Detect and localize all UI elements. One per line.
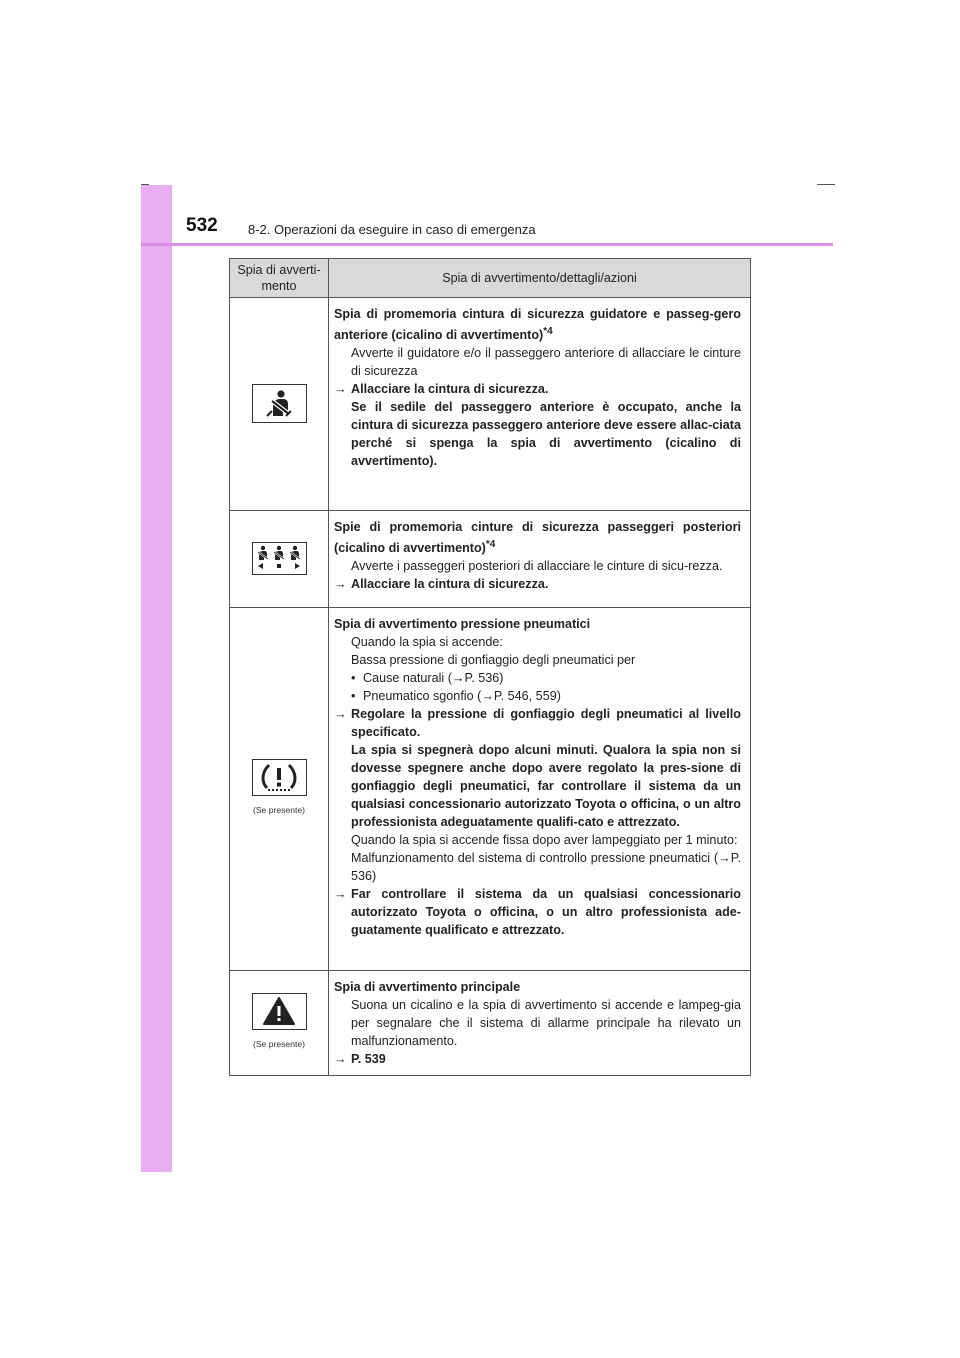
condition-text: Quando la spia si accende: xyxy=(351,635,503,649)
header-warning-light-label: Spia di avverti- mento xyxy=(237,263,321,293)
action-text: Regolare la pressione di gonfiaggio degli pneumatici al livello specificato. xyxy=(351,707,741,739)
condition-detail: Malfunzionamento del sistema di controllo pressione pneumatici (→P. 536) xyxy=(351,851,741,883)
table-row xyxy=(230,608,751,971)
table-row xyxy=(230,511,751,608)
crop-mark-right xyxy=(817,184,835,185)
arrow-right-icon: → xyxy=(334,1052,347,1066)
condition-text: Quando la spia si accende fissa dopo aver lampeggiato per 1 minuto: xyxy=(351,833,738,847)
bullet-icon: • xyxy=(351,689,356,703)
light-title xyxy=(334,305,741,344)
icon-cell xyxy=(230,608,329,971)
chapter-tab-bar xyxy=(141,185,172,1172)
light-description: Avverte i passeggeri posteriori di allacciare le cinture di sicu-rezza. xyxy=(351,559,723,574)
table-row xyxy=(230,298,751,511)
section-title: 8-2. Operazioni da eseguire in caso di emergenza xyxy=(248,222,536,237)
page-number: 532 xyxy=(186,215,218,236)
action-detail: La spia si spegnerà dopo alcuni minuti. Qualora la spia non si dovesse spegnere anche dopo avere regolato la pres-sione di gonfiaggio degli pneumatici, far controllare il sistema da un qualsiasi concessionario autorizzato Toyota o officina, o un altro professionista adeguatamente qualifi-cato e attrezzato. xyxy=(351,743,741,829)
table-row xyxy=(230,971,751,1076)
table-header-row xyxy=(230,259,751,298)
action-item xyxy=(334,1050,741,1068)
footnote-ref: *4 xyxy=(543,326,553,337)
list-item-text: Pneumatico sgonfio (→P. 546, 559) xyxy=(363,689,561,703)
list-item xyxy=(334,687,741,705)
details-cell xyxy=(329,298,751,511)
light-title-text: Spie di promemoria cinture di sicurezza passeggeri posteriori (cicalino di avvertimento) xyxy=(334,520,741,556)
arrow-right-icon: → xyxy=(334,887,347,901)
header-details xyxy=(329,259,751,298)
light-title xyxy=(334,518,741,557)
arrow-right-icon: → xyxy=(334,382,347,397)
seatbelt-front-icon xyxy=(252,384,307,423)
light-title: Spia di avvertimento principale xyxy=(334,980,521,994)
bullet-icon: • xyxy=(351,671,356,685)
tire-pressure-icon xyxy=(252,759,307,796)
light-description: Avverte il guidatore e/o il passeggero anteriore di allacciare le cinture di sicurezza xyxy=(351,346,741,379)
icon-cell xyxy=(230,298,329,511)
action-detail: Se il sedile del passeggero anteriore è occupato, anche la cintura di sicurezza passeggero anteriore deve essere allac-ciata perché si spenga la spia di avvertimento (cicalino di avvertimento). xyxy=(351,400,741,469)
action-item xyxy=(334,380,741,398)
details-cell xyxy=(329,608,751,971)
icon-cell xyxy=(230,971,329,1076)
if-present-note: (Se presente) xyxy=(252,1039,306,1050)
header-details-label: Spia di avvertimento/dettagli/azioni xyxy=(442,271,637,285)
light-title: Spia di avvertimento pressione pneumatici xyxy=(334,617,591,631)
action-item xyxy=(334,575,741,593)
action-item xyxy=(334,705,741,741)
action-text: Allacciare la cintura di sicurezza. xyxy=(351,577,549,592)
list-item-text: Cause naturali (→P. 536) xyxy=(363,671,504,685)
seatbelt-rear-icon xyxy=(252,542,307,575)
warning-lights-table xyxy=(229,258,751,1076)
light-description: Suona un cicalino e la spia di avvertimento si accende e lampeg-gia per segnalare che il sistema di allarme principale ha rilevato un malfunzionamento. xyxy=(351,998,741,1048)
arrow-right-icon: → xyxy=(334,707,347,721)
action-item xyxy=(334,885,741,939)
if-present-note: (Se presente) xyxy=(252,805,306,816)
action-text: Far controllare il sistema da un qualsiasi concessionario autorizzato Toyota o officina, o un altro professionista ade-guatamente qualificato e attrezzato. xyxy=(351,887,741,937)
details-cell xyxy=(329,971,751,1076)
icon-cell xyxy=(230,511,329,608)
arrow-right-icon: → xyxy=(334,577,347,592)
details-cell xyxy=(329,511,751,608)
footnote-ref: *4 xyxy=(485,539,496,550)
light-title-text: Spia di promemoria cintura di sicurezza guidatore e passeg-gero anteriore (cicalino di avvertimento) xyxy=(334,307,741,343)
master-warning-icon xyxy=(252,993,307,1030)
header-warning-light xyxy=(230,259,329,298)
action-text: P. 539 xyxy=(351,1052,386,1066)
action-text: Allacciare la cintura di sicurezza. xyxy=(351,382,549,397)
list-item xyxy=(334,669,741,687)
header-rule xyxy=(141,243,833,246)
crop-mark-left xyxy=(141,184,149,185)
condition-detail: Bassa pressione di gonfiaggio degli pneumatici per xyxy=(351,653,636,667)
